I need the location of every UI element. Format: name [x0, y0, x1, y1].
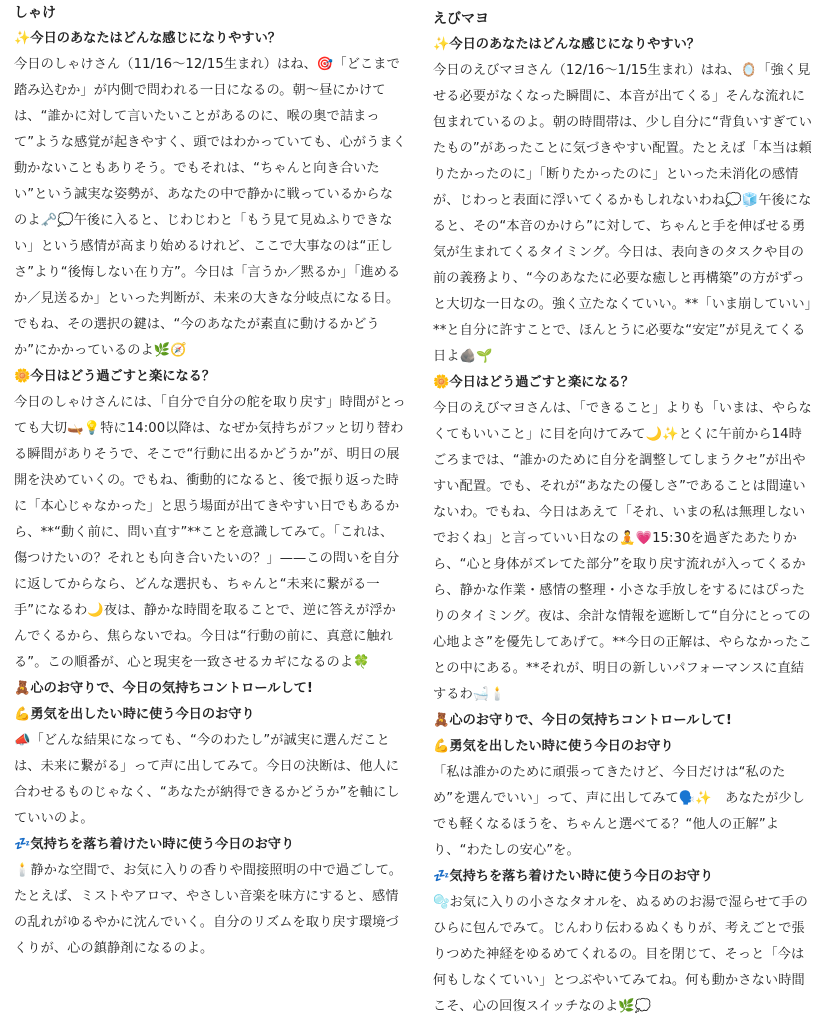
section-heading-today-mood: ✨今日のあなたはどんな感じになりやすい？: [14, 31, 281, 46]
section-heading-courage-amulet: 💪勇気を出したい時に使う今日のお守り: [433, 739, 674, 754]
section-body-how-to-spend: 今日のえびマヨさんは、「できること」よりも「いまは、やらなくてもいいこと」に目を向けてみて🌙✨とくに午前から14時ごろまでは、“誰かのために自分を調整してしまうクセ”が出やすい配置。でも、それが“あなたの優しさ”であることは間違いないわ。でもね、今日はあえて「それ、いまの私は無理しないでおくね」と言っていい日なの🧘💗15:30を過ぎたあたりから、“心と身体がズレてた部分”を取り戻す流れが入ってくるから、静かな作業・感情の整理・小さな手放しをするにはぴったりのタイミング。夜は、余計な情報を遮断して“自分にとっての心地よさ”を優先してあげて。**今日の正解は、やらなかったことの中にある。**それが、明日の新しいパフォーマンスに直結するわ🛁🕯️: [433, 401, 812, 702]
section-heading-how-to-spend: 🌼今日はどう過ごすと楽になる？: [433, 375, 635, 390]
section-body-today-mood: 今日のしゃけさん（11/16〜12/15生まれ）はね、🎯「どこまで踏み込むか」が内側で問われる一日になるの。朝〜昼にかけては、“誰かに対して言いたいことがあるのに、喉の奥で詰まって”ような感覚が起きやすく、頭ではわかっていても、心がうまく動かないこともありそう。でもそれは、“ちゃんと向き合いたい”という誠実な姿勢が、あなたの中で静かに戦っているからなのよ🗝️💭午後に入ると、じわじわと「もう見て見ぬふりできない」という感情が高まり始めるけれど、ここで大事なのは“正しさ”より“後悔しない在り方”。今日は「言うか／黙るか」「進めるか／見送るか」といった判断が、未来の大きな分岐点になる日。でもね、その選択の鍵は、“今のあなたが素直に動けるかどうか”にかかっているのよ🌿🧭: [14, 57, 407, 358]
left-column: [14, 0, 406, 962]
section-body-calm-amulet: 🫧お気に入りの小さなタオルを、ぬるめのお湯で湿らせて手のひらに包んでみて。じんわり伝わるぬくもりが、考えごとで張りつめた神経をゆるめてくれるの。目を閉じて、そっと「今は何もしなくていい」とつぶやいてみてね。何も動かさない時間こそ、心の回復スイッチなのよ🌿💭: [433, 895, 808, 1014]
section-body-today-mood: 今日のえびマヨさん（12/16〜1/15生まれ）はね、🪞「強く見せる必要がなくなった瞬間に、本音が出てくる」そんな流れに包まれているのよ。朝の時間帯は、少し自分に“背負いすぎていたもの”があったことに気づきやすい配置。たとえば「本当は頼りたかったのに」「断りたかったのに」といった未消化の感情が、じわっと表面に浮いてくるかもしれないわね💭🧊午後になると、その“本音のかけら”に対して、ちゃんと手を伸ばせる勇気が生まれてくるタイミング。今日は、表向きのタスクや目の前の義務より、“今のあなたに必要な癒しと再構築”の方がずっと大切な一日なの。強く立たなくていい。**「いま崩していい」**と自分に許すことで、ほんとうに必要な“安定”が見えてくる日よ🪨🌱: [433, 63, 812, 364]
section-heading-amulet-intro: 🧸心のお守りで、今日の気持ちコントロールして!: [14, 681, 313, 696]
section-body-courage-amulet: 「私は誰かのために頑張ってきたけど、今日だけは“私のため”を選んでいい」って、声に出してみて🗣️✨ あなたが少しでも軽くなるほうを、ちゃんと選べてる？“他人の正解”より、“わたしの安心”を。: [433, 765, 805, 858]
section-heading-amulet-intro: 🧸心のお守りで、今日の気持ちコントロールして!: [433, 713, 732, 728]
section-heading-courage-amulet: 💪勇気を出したい時に使う今日のお守り: [14, 707, 255, 722]
sign-title: えびマヨ: [433, 11, 489, 27]
sign-title: しゃけ: [14, 5, 56, 21]
section-heading-calm-amulet: 💤気持ちを落ち着けたい時に使う今日のお守り: [433, 869, 714, 884]
section-heading-today-mood: ✨今日のあなたはどんな感じになりやすい？: [433, 37, 700, 52]
section-body-courage-amulet: 📣「どんな結果になっても、“今のわたし”が誠実に選んだことは、未来に繋がる」って声に出してみて。今日の決断は、他人に合わせるものじゃなく、“あなたが納得できるかどうか”を軸にしていいのよ。: [14, 733, 400, 826]
section-heading-calm-amulet: 💤気持ちを落ち着けたい時に使う今日のお守り: [14, 837, 295, 852]
section-body-calm-amulet: 🕯️静かな空間で、お気に入りの香りや間接照明の中で過ごして。たとえば、ミストやアロマ、やさしい音楽を味方にすると、感情の乱れがゆるやかに沈んでいく。自分のリズムを取り戻す環境づくりが、心の鎮静剤になるのよ。: [14, 863, 403, 956]
section-heading-how-to-spend: 🌼今日はどう過ごすと楽になる？: [14, 369, 216, 384]
right-column: [433, 0, 813, 1020]
section-body-how-to-spend: 今日のしゃけさんには、「自分で自分の舵を取り戻す」時間がとっても大切🛶💡特に14:00以降は、なぜか気持ちがフッと切り替わる瞬間がありそうで、そこで“行動に出るかどうか”が、明日の展開を決めていくの。でもね、衝動的になると、後で振り返った時に「本心じゃなかった」と思う場面が出てきやすい日でもあるから、**“動く前に、問い直す”**ことを意識してみて。「これは、傷つけたいの？それとも向き合いたいの？」——この問いを自分に返してからなら、どんな選択も、ちゃんと“未来に繋がる一手”になるわ🌙夜は、静かな時間を取ることで、逆に答えが浮かんでくるから、焦らないでね。今日は“行動の前に、真意に触れる”。この順番が、心と現実を一致させるカギになるのよ🍀: [14, 395, 406, 670]
